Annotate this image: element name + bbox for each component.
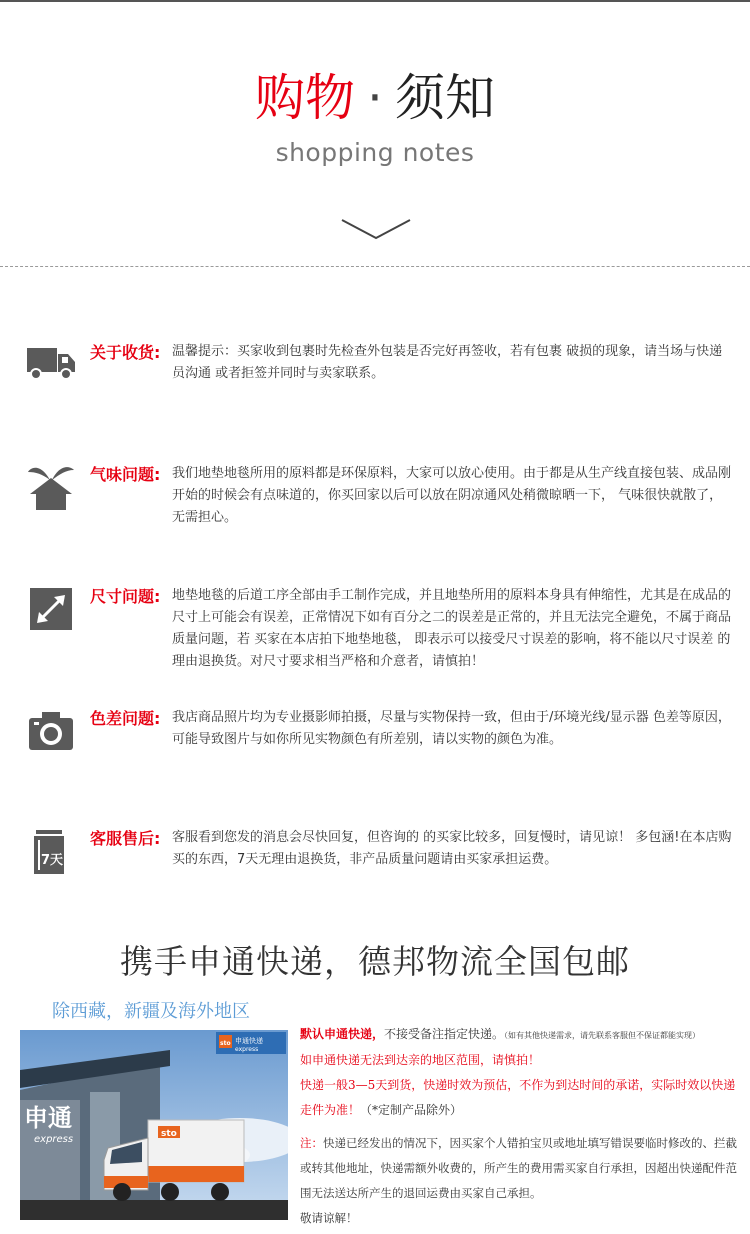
truck-logo: sto xyxy=(161,1129,177,1139)
note-label: 色差问题: xyxy=(90,709,161,728)
camera-icon xyxy=(26,706,76,756)
title-black: 须知 xyxy=(394,69,495,127)
note-text: 地垫地毯的后道工序全部由手工制作完成，并且地垫所用的原料本身具有伸缩性，尤其是在成品的尺寸上可能会有误差，正常情况下如有百分之二的误差是正常的，并且无法完全避免，不属于商品质量问题，若 买家在本店拍下地垫地毯， 即表示可以接受尺寸误差的影响，将不能以尺寸误差 的理由退换货。对尺寸要求相当严格和介意者，请慎拍！ xyxy=(172,588,732,669)
address-change-note: 快递已经发出的情况下，因买家个人错拍宝贝或地址填写错误要临时修改的、拦截或转其他地址，快递需额外收费的，所产生的费用需买家自行承担，因超出快递配件范围无法送达所产生的退回运费由买家自己承担。 xyxy=(300,1136,737,1200)
other-express-note: （如有其他快递需求，请先联系客服但不保证都能实现） xyxy=(504,1031,701,1040)
truck-icon xyxy=(26,340,76,390)
no-specified-express: 不接受备注指定快递。 xyxy=(384,1027,505,1041)
note-text: 客服看到您发的消息会尽快回复，但咨询的 的买家比较多，回复慢时，请见谅！ 多包涵!在本店购买的东西，7天无理由退换货，非产品质量问题请由买家承担运费。 xyxy=(172,830,732,867)
excluded-regions: 除西藏，新疆及海外地区 xyxy=(52,1001,250,1022)
note-prefix: 注： xyxy=(300,1136,323,1150)
top-border xyxy=(0,0,750,2)
unreachable-warning: 如申通快递无法到达亲的地区范围，请慎拍！ xyxy=(300,1053,541,1067)
seven-days-label: 7天 xyxy=(40,853,64,868)
note-text: 我们地垫地毯所用的原料都是环保原料，大家可以放心使用。由于都是从生产线直接包装、成品刚开始的时候会有点味道的，你买回家以后可以放在阴凉通风处稍微晾晒一下， 气味很快就散了，无需担心。 xyxy=(172,466,732,525)
title-dot: · xyxy=(367,69,383,127)
truck-brand: 申通快递 xyxy=(235,1037,263,1045)
note-label: 尺寸问题: xyxy=(90,587,161,606)
closing-text: 敬请谅解！ xyxy=(300,1211,358,1225)
shipping-details xyxy=(300,1022,740,1231)
page-title xyxy=(0,66,750,130)
default-express: 默认申通快递， xyxy=(300,1027,385,1041)
seven-days-icon xyxy=(26,826,76,876)
note-label: 关于收货: xyxy=(90,343,161,362)
resize-arrow-icon xyxy=(26,584,76,634)
note-label: 客服售后: xyxy=(90,829,161,848)
building-sign-en: express xyxy=(34,1134,74,1145)
shipping-title: 携手申通快递，德邦物流全国包邮 xyxy=(120,942,630,981)
eco-house-icon xyxy=(26,462,76,512)
truck-brand-en: express xyxy=(235,1046,259,1053)
svg-text:sto: sto xyxy=(220,1040,231,1047)
note-text: 我店商品照片均为专业摄影师拍摄，尽量与实物保持一致，但由于/环境光线/显示器 色差等原因，可能导致图片与如你所见实物颜色有所差别，请以实物的颜色为准。 xyxy=(172,710,731,747)
sto-truck-photo xyxy=(20,1030,288,1220)
note-label: 气味问题: xyxy=(90,465,161,484)
title-red: 购物 xyxy=(255,69,356,127)
custom-exception: （*定制产品除外） xyxy=(360,1103,463,1117)
note-text: 温馨提示：买家收到包裹时先检查外包装是否完好再签收，若有包裹 破损的现象，请当场与快递员沟通 或者拒签并同时与卖家联系。 xyxy=(172,344,723,381)
chevron-down-icon xyxy=(340,212,412,242)
page-subtitle: shopping notes xyxy=(275,138,475,167)
building-sign: 申通 xyxy=(24,1104,72,1132)
delivery-time: 快递一般3—5天到货，快递时效为预估，不作为到达时间的承诺，实际时效以快递走件为准！ xyxy=(300,1078,736,1117)
section-divider xyxy=(0,266,750,267)
